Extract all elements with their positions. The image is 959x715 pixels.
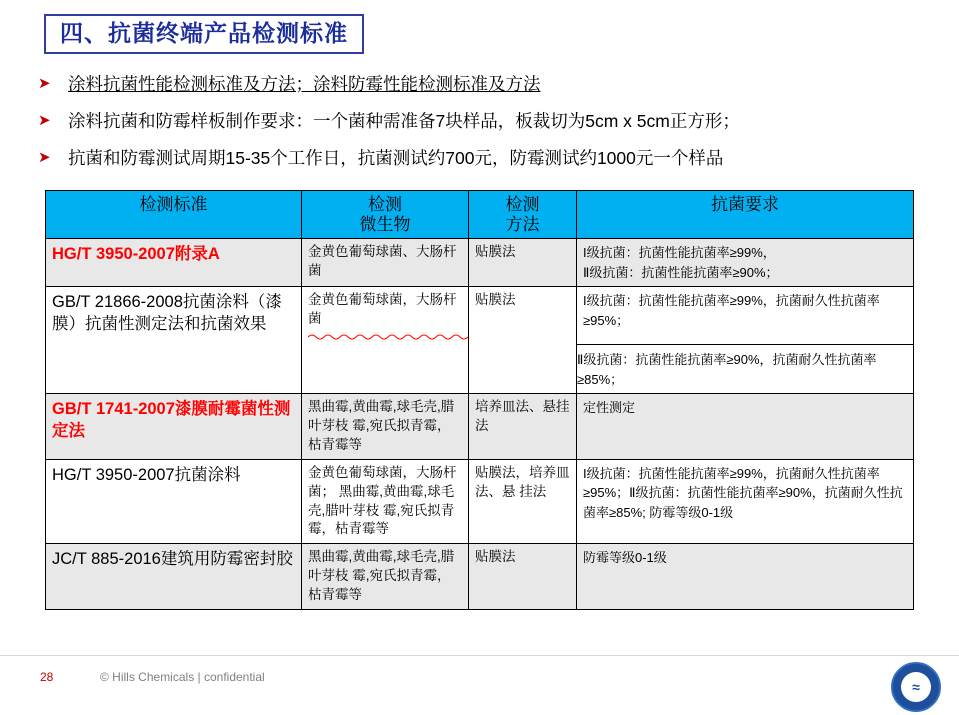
squiggly-underline-icon (308, 332, 468, 340)
column-header-microbe: 检测 微生物 (302, 191, 469, 239)
table-header-row (46, 191, 914, 239)
table-row (46, 394, 914, 460)
logo-inner-circle (901, 672, 931, 702)
cell-requirement: I级抗菌：抗菌性能抗菌率≥99%， Ⅱ级抗菌：抗菌性能抗菌率≥90%； (577, 239, 914, 287)
cell-standard: GB/T 21866-2008抗菌涂料（漆膜）抗菌性测定法和抗菌效果 (46, 287, 302, 394)
cell-microbe: 黑曲霉,黄曲霉,球毛壳,腊叶芽枝 霉,宛氏拟青霉，枯青霉等 (302, 544, 469, 610)
cell-standard: HG/T 3950-2007附录A (46, 239, 302, 287)
footer-text: © Hills Chemicals | confidential (100, 670, 265, 684)
page-number: 28 (40, 670, 54, 684)
table-row (46, 287, 914, 394)
column-header-requirement: 抗菌要求 (577, 191, 914, 239)
slide-title-box (44, 14, 364, 54)
cell-requirement: 定性测定 (577, 394, 914, 460)
bullet-arrow-icon: ➤ (38, 149, 51, 166)
cell-method: 贴膜法 (469, 239, 577, 287)
table-row (46, 459, 914, 544)
bullet-arrow-icon: ➤ (38, 75, 51, 92)
cell-requirement: 防霉等级0-1级 (577, 544, 914, 610)
bullet-text (68, 72, 541, 96)
cell-microbe: 金黄色葡萄球菌、大肠杆菌 (302, 239, 469, 287)
cell-standard: JC/T 885-2016建筑用防霉密封胶 (46, 544, 302, 610)
cell-requirement: I级抗菌：抗菌性能抗菌率≥99%，抗菌耐久性抗菌率≥95%； Ⅱ级抗菌：抗菌性能抗菌率≥90%，抗菌耐久性抗菌率≥85%； (577, 287, 914, 394)
cell-method: 培养皿法、悬挂法 (469, 394, 577, 460)
cell-requirement: I级抗菌：抗菌性能抗菌率≥99%，抗菌耐久性抗菌率≥95%；Ⅱ级抗菌：抗菌性能抗菌率≥90%，抗菌耐久性抗菌率≥85%; 防霉等级0-1级 (577, 459, 914, 544)
standards-table-wrapper (45, 190, 913, 610)
wave-icon: ≈ (912, 679, 920, 695)
cell-microbe: 金黄色葡萄球菌，大肠杆菌 (302, 287, 469, 394)
page-title: 四、抗菌终端产品检测标准 (60, 20, 348, 46)
cell-microbe: 金黄色葡萄球菌，大肠杆菌； 黑曲霉,黄曲霉,球毛壳,腊叶芽枝 霉,宛氏拟青霉，枯青霉等 (302, 459, 469, 544)
table-row (46, 239, 914, 287)
list-item (36, 72, 936, 96)
column-header-standard: 检测标准 (46, 191, 302, 239)
standards-table (45, 190, 914, 610)
bullet-text: 涂料抗菌和防霉样板制作要求：一个菌种需准备7块样品，板裁切为5cm x 5cm正方形； (68, 111, 740, 131)
company-logo (891, 662, 941, 712)
column-header-method: 检测 方法 (469, 191, 577, 239)
bullet-text: 抗菌和防霉测试周期15-35个工作日，抗菌测试约700元，防霉测试约1000元一个样品 (68, 148, 724, 168)
cell-microbe: 黑曲霉,黄曲霉,球毛壳,腊叶芽枝 霉,宛氏拟青霉，枯青霉等 (302, 394, 469, 460)
list-item (36, 146, 936, 170)
cell-standard: GB/T 1741-2007漆膜耐霉菌性测定法 (46, 394, 302, 460)
cell-method: 贴膜法 (469, 544, 577, 610)
cell-method: 贴膜法 (469, 287, 577, 394)
bullet-arrow-icon: ➤ (38, 112, 51, 129)
list-item (36, 109, 936, 133)
bullet-text-part1: 涂料抗菌性能检测标准及方法； (68, 74, 313, 94)
bullet-text-part2: 涂料防霉性能检测标准及方法 (313, 74, 541, 94)
table-row (46, 544, 914, 610)
cell-standard: HG/T 3950-2007抗菌涂料 (46, 459, 302, 544)
footer-divider (0, 655, 959, 656)
bullet-list (36, 72, 936, 183)
cell-method: 贴膜法，培养皿法、悬 挂法 (469, 459, 577, 544)
